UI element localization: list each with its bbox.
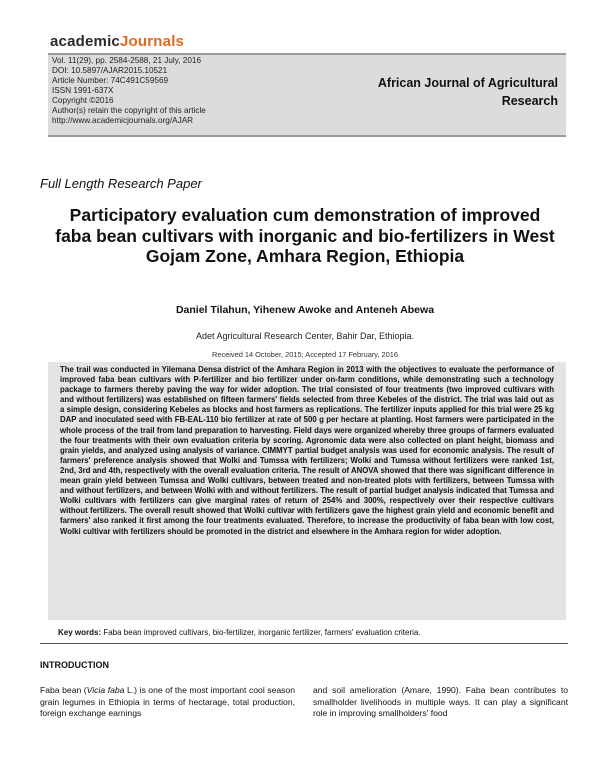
- paper-title: Participatory evaluation cum demonstration of improved faba bean cultivars with inorganic and bio-fertilizers in West Gojam Zone, Amhara Region, Ethiopia: [55, 205, 555, 266]
- divider: [40, 643, 568, 644]
- body-column-right: and soil amelioration (Amare, 1990). Faba bean contributes to smallholder livelihoods in multiple ways. It can play a significant role in improving smallholders' food: [313, 685, 568, 719]
- received-dates: Received 14 October, 2015; Accepted 17 February, 2016: [212, 350, 398, 359]
- body-column-left: Faba bean (Vicia faba L.) is one of the most important cool season grain legumes in Ethiopia in terms of hectarage, total production, foreign exchange earnings: [40, 685, 295, 719]
- paper-authors: Daniel Tilahun, Yihenew Awoke and Anteneh Abewa: [175, 304, 435, 316]
- meta-doi: DOI: 10.5897/AJAR2015.10521: [52, 66, 168, 75]
- journal-name: African Journal of Agricultural Research: [377, 76, 558, 108]
- section-heading-introduction: INTRODUCTION: [40, 660, 109, 670]
- paper-type: Full Length Research Paper: [40, 176, 202, 191]
- meta-issn: ISSN 1991-637X: [52, 86, 114, 95]
- author-affiliation: Adet Agricultural Research Center, Bahir Dar, Ethiopia.: [195, 331, 415, 341]
- keywords-list: Faba bean improved cultivars, bio-fertilizer, inorganic fertilizer, farmers' evaluation criteria.: [101, 628, 421, 637]
- abstract-text: The trail was conducted in Yilemana Densa district of the Amhara Region in 2013 with the objectives to evaluate the performance of improved faba bean cultivars with P-fertilizer and bio fertilizer under on-farm conditions, while demonstrating such a technology package to farmers thereby paving the way for wider adoption. The trial consisted of four treatments (two improved cultivars with and without fertilizers) was established on fifteen farmers' fields selected from three Kebeles of the district. The trial was laid out as a simple design, considering Kebeles as blocks and host farmers as replications. The fertilizer inputs applied for this trial were 25 kg DAP and inoculated seed with FB-EAL-110 bio fertilizer at rate of 500 g per hectare at planting. Host farmers were participated in the whole process of the trail from land preparation to harvesting. Field days were organized whereby three groups of farmers evaluated the four treatments with their own evaluation criteria by scoring. Agronomic data were also collected on plant height, biomass and grain yields, and analyzed using analysis of variance. CIMMYT partial budget analysis was used for economic analysis. The result of farmers' preference analysis showed that Wolki and Tumssa with fertilizers; Wolki and Tumssa without fertilizers were ranked 1st, 2nd, 3rd and 4th, respectively with the overall evaluation criteria. The result of ANOVA showed that there was significant difference in mean grain yield between Tumssa and Wolki cultivars, between treated and non-treated plots with fertilizers, between Tumssa with and without fertilizers, and between Wolki with and without fertilizers. The result of partial budget analysis indicated that Tumssa and Wolki cultivars with fertilizers can give marginal rates of return of 254% and 300%, respectively over their respective cultivars without fertilizers. The overall result showed that Wolki cultivar with fertilizers gave the highest grain yield and economic benefit and farmers' also ranked it first among the four treatments evaluated. Therefore, to increase the productivity of faba bean with low cost, Wolki cultivar with fertilizers should be promoted in the district and elsewhere in the Amhara region for wider adoption.: [60, 365, 554, 536]
- meta-url[interactable]: http://www.academicjournals.org/AJAR: [52, 116, 194, 125]
- meta-copyright: Copyright ©2016: [52, 96, 114, 105]
- article-metadata: [52, 56, 206, 126]
- keywords: [58, 628, 568, 637]
- meta-rights: Author(s) retain the copyright of this article: [52, 106, 206, 115]
- journal-logo: academicJournals: [50, 33, 185, 50]
- keywords-label: Key words:: [58, 628, 102, 637]
- meta-volume: Vol. 11(29), pp. 2584-2588, 21 July, 2016: [52, 56, 201, 65]
- meta-article-number: Article Number: 74C491C59569: [52, 76, 169, 85]
